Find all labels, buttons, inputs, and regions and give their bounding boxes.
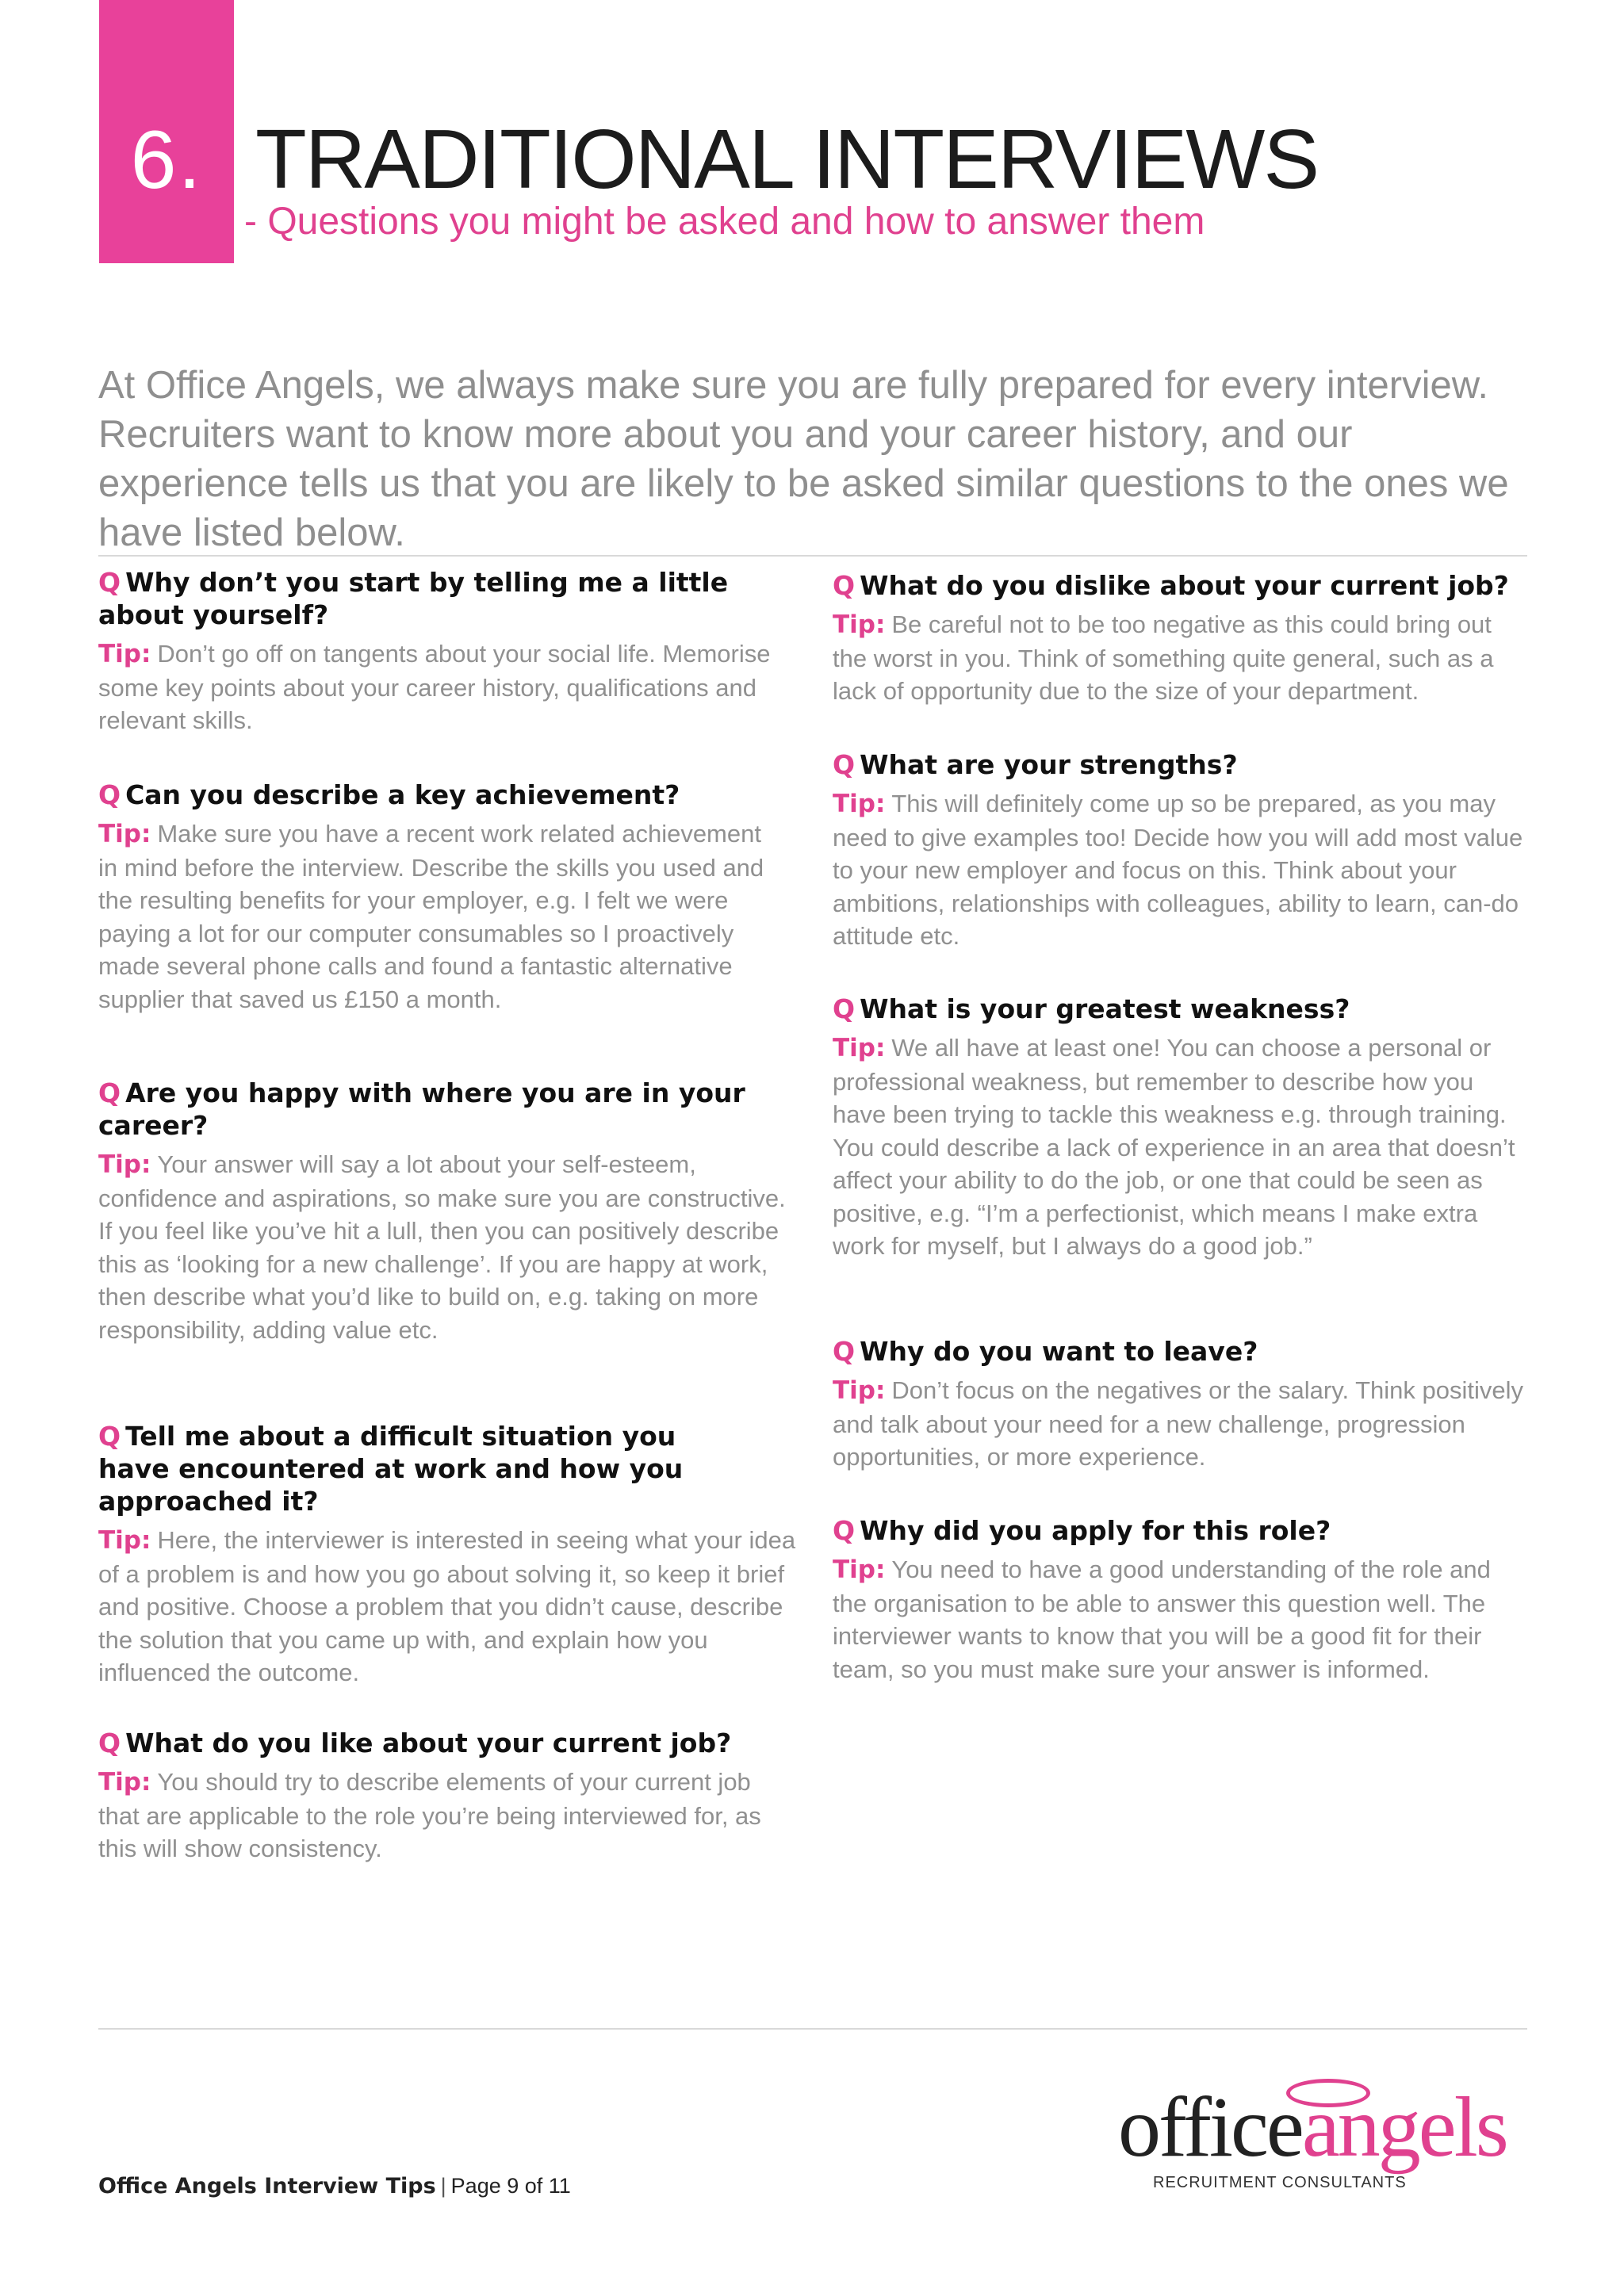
question (98, 1077, 796, 1142)
answer (98, 1524, 796, 1689)
logo-word-angels: angels (1301, 2080, 1507, 2175)
bottom-divider (98, 2028, 1527, 2030)
q-marker: Q (833, 570, 856, 601)
q-marker: Q (833, 993, 856, 1024)
page-subtitle: - Questions you might be asked and how to answer them (244, 201, 1205, 243)
question-text: Can you describe a key achievement? (125, 779, 680, 810)
answer (833, 1031, 1530, 1263)
qa-item (833, 569, 1530, 708)
qa-item (98, 1420, 796, 1689)
qa-item (98, 1727, 796, 1866)
tip-label: Tip: (98, 820, 151, 848)
top-divider (98, 555, 1527, 557)
tip-text: You need to have a good understanding of the role and the organisation to be able to answer this question well. The interviewer wants to know that you will be a good fit for their team, so you must make sure your answer is informed. (833, 1556, 1491, 1683)
tip-text: Don’t focus on the negatives or the salary. Think positively and talk about your need for a new challenge, progression opportunities, or more experience. (833, 1376, 1524, 1471)
answer (833, 1553, 1530, 1686)
question (98, 566, 796, 631)
logo-wordmark (1118, 2080, 1507, 2175)
intro-paragraph: At Office Angels, we always make sure you are fully prepared for every interview. Recruiters want to know more about you and your career history, and our experience tells us that you are likely to be asked similar questions to the ones we have listed below. (98, 364, 1509, 554)
question (833, 1335, 1530, 1368)
question (833, 993, 1530, 1025)
tip-text: We all have at least one! You can choose a personal or professional weakness, but remember to describe how you have been trying to tackle this weakness e.g. through training. You could describe a lack of experience in an area that doesn’t affect your ability to do the job, or one that could be seen as positive, e.g. “I’m a perfectionist, which means I make extra work for myself, but I always do a good job.” (833, 1034, 1515, 1260)
question-text: Why don’t you start by telling me a little about yourself? (98, 567, 729, 630)
qa-item (98, 566, 796, 737)
answer (833, 787, 1530, 953)
question-text: What do you like about your current job? (125, 1728, 732, 1758)
page-title: TRADITIONAL INTERVIEWS (255, 113, 1319, 206)
qa-item (98, 1077, 796, 1346)
answer (833, 608, 1530, 708)
footer-doc-title: Office Angels Interview Tips (98, 2174, 436, 2198)
logo-tagline: RECRUITMENT CONSULTANTS (1153, 2174, 1407, 2191)
tip-text: Don’t go off on tangents about your social life. Memorise some key points about your career history, qualifications and relevant skills. (98, 640, 771, 734)
question (833, 1514, 1530, 1547)
question-text: Why did you apply for this role? (860, 1515, 1331, 1546)
answer (98, 1148, 796, 1346)
tip-label: Tip: (98, 1768, 151, 1797)
question-text: Why do you want to leave? (860, 1336, 1258, 1367)
q-marker: Q (98, 1077, 121, 1108)
section-number: 6. (130, 114, 203, 206)
question-text: Tell me about a difficult situation you have encountered at work and how you approached it? (98, 1421, 684, 1517)
tip-text: Be careful not to be too negative as this could bring out the worst in you. Think of something quite general, such as a lack of opportunity due to the size of your department. (833, 610, 1494, 705)
question-text: Are you happy with where you are in your career? (98, 1077, 745, 1141)
tip-text: Make sure you have a recent work related achievement in mind before the interview. Describe the skills you used and the resulting benefits for your employer, e.g. I felt we were paying a lot for our computer consumables so I proactively made several phone calls and found a fantastic alternative supplier that saved us £150 a month. (98, 820, 764, 1013)
q-marker: Q (833, 1515, 856, 1546)
question (833, 569, 1530, 602)
question (98, 1727, 796, 1759)
tip-label: Tip: (98, 1150, 151, 1179)
tip-label: Tip: (833, 1034, 886, 1062)
question (98, 1420, 701, 1517)
footer-separator: | (440, 2174, 446, 2198)
footer (98, 2174, 571, 2198)
q-marker: Q (833, 749, 856, 780)
qa-item (833, 993, 1530, 1263)
logo-word-office: office (1118, 2080, 1302, 2175)
q-marker: Q (833, 1336, 856, 1367)
tip-label: Tip: (833, 1376, 886, 1405)
qa-item (98, 779, 796, 1016)
q-marker: Q (98, 1728, 121, 1758)
office-angels-logo (1118, 2077, 1530, 2196)
question (833, 748, 1530, 781)
footer-page-number: Page 9 of 11 (450, 2174, 571, 2198)
answer (98, 817, 785, 1016)
q-marker: Q (98, 779, 121, 810)
qa-item (833, 1514, 1530, 1686)
q-marker: Q (98, 1421, 121, 1452)
tip-label: Tip: (833, 610, 886, 639)
tip-text: You should try to describe elements of your current job that are applicable to the role you’re being interviewed for, as this will show consistency. (98, 1768, 761, 1862)
tip-text: Your answer will say a lot about your self-esteem, confidence and aspirations, so make sure you are constructive. If you feel like you’ve hit a lull, then you can positively describe this as ‘looking for a new challenge’. If you are happy at work, then describe what you’d like to build on, e.g. taking on more responsibility, adding value etc. (98, 1150, 786, 1344)
question (98, 779, 796, 811)
q-marker: Q (98, 567, 121, 598)
tip-label: Tip: (98, 1526, 151, 1555)
question-text: What do you dislike about your current job? (860, 570, 1509, 601)
question-text: What are your strengths? (860, 749, 1238, 780)
answer (98, 1766, 796, 1866)
qa-item (833, 1335, 1530, 1474)
question-text: What is your greatest weakness? (860, 993, 1350, 1024)
tip-label: Tip: (98, 640, 151, 668)
qa-item (833, 748, 1530, 953)
tip-label: Tip: (833, 1556, 886, 1584)
answer (833, 1374, 1530, 1474)
tip-text: This will definitely come up so be prepared, as you may need to give examples too! Decide how you will add most value to your new employer and focus on this. Think about your ambitions, relationships with colleagues, ability to learn, can-do attitude etc. (833, 790, 1523, 950)
tip-label: Tip: (833, 790, 886, 818)
answer (98, 637, 796, 737)
tip-text: Here, the interviewer is interested in seeing what your idea of a problem is and how you go about solving it, so keep it brief and positive. Choose a problem that you didn’t cause, describe the solution that you came up with, and explain how you influenced the outcome. (98, 1526, 796, 1686)
